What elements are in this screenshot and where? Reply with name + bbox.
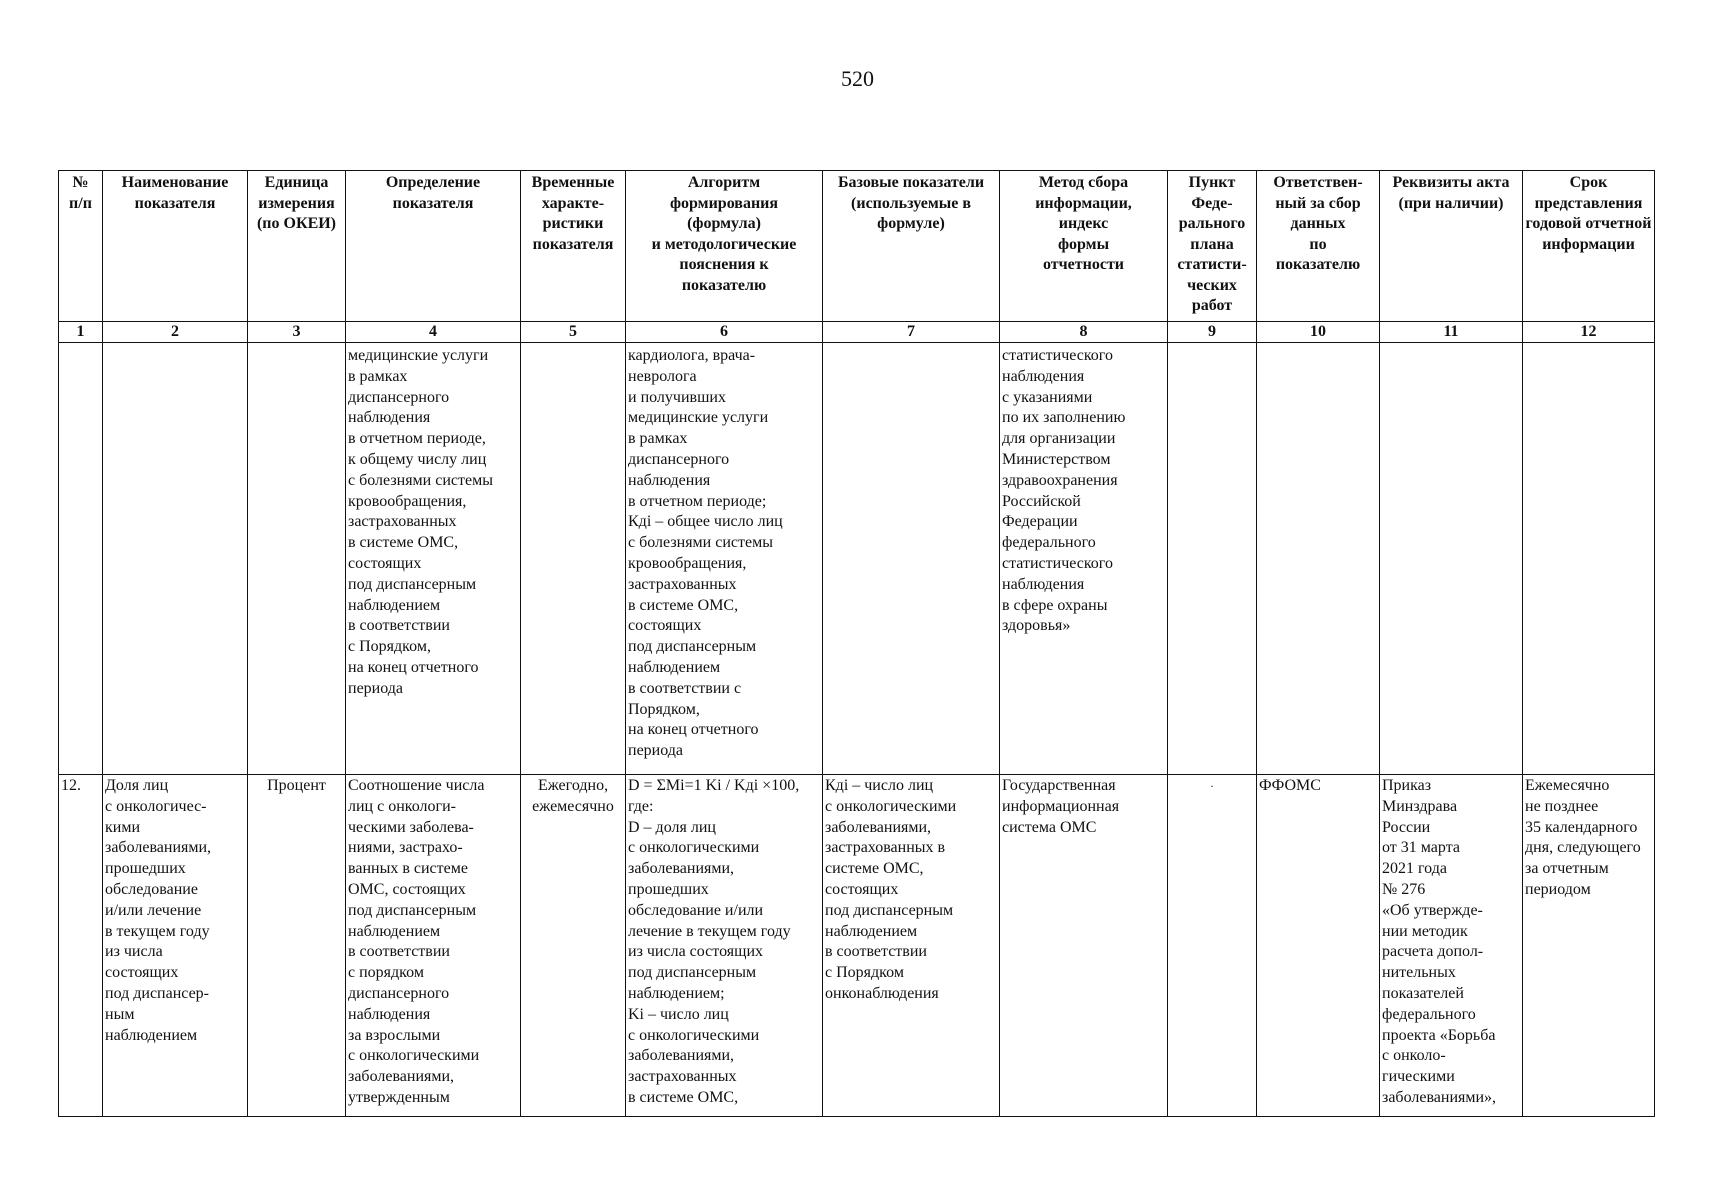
column-number: 5 (521, 322, 626, 343)
cell-line: формирования (669, 194, 779, 212)
cell-algorithm (626, 343, 823, 775)
cell-line: прошедших (628, 880, 709, 898)
cell-plan-item (1168, 343, 1257, 775)
cell-collection-method (1000, 775, 1168, 1117)
cell-line: застрахованных (348, 513, 457, 531)
cell-line: гическими (1382, 1068, 1455, 1086)
cell-line: информации (1542, 235, 1635, 253)
cell-name (103, 343, 248, 775)
cell-line: наблюдения (1002, 367, 1085, 385)
cell-line: за отчетным (1525, 860, 1609, 878)
table-row-12 (59, 775, 1655, 1117)
cell-time-characteristics (521, 775, 626, 1117)
cell-unit: Процент (248, 775, 346, 1117)
cell-line: не позднее (1525, 797, 1599, 815)
cell-line: измерения (258, 194, 335, 212)
cell-line: в системе ОМС, (628, 596, 739, 614)
cell-line: лиц с онкологи- (348, 797, 456, 815)
cell-line: ным (105, 1005, 135, 1023)
cell-line: системе ОМС, (825, 860, 924, 878)
cell-line: нии методик (1382, 922, 1468, 940)
cell-line: наблюдения (348, 409, 431, 427)
cell-line: состоящих (628, 617, 702, 635)
cell-line: ОМС, состоящих (348, 880, 466, 898)
cell-line: (по ОКЕИ) (256, 215, 337, 232)
cell-line: Минздрава (1382, 797, 1458, 815)
cell-line: наблюдения (628, 471, 711, 489)
cell-line: система ОМС (1002, 818, 1097, 836)
cell-line: диспансерного (348, 984, 450, 1002)
cell-line: формуле) (877, 215, 945, 232)
cell-line: Определение (385, 174, 481, 191)
column-number: 3 (248, 322, 346, 343)
header-cell (248, 171, 346, 322)
cell-line: с Порядком, (348, 638, 431, 656)
cell-definition (346, 343, 521, 775)
column-number: 7 (823, 322, 1000, 343)
cell-line: работ (1191, 297, 1233, 314)
cell-line: Базовые показатели (837, 174, 985, 191)
cell-line: в сфере охраны (1002, 596, 1108, 614)
cell-line: D – доля лиц (628, 818, 716, 836)
cell-line: Реквизиты акта (1392, 174, 1510, 191)
table-row-continuation (59, 343, 1655, 775)
cell-line: показателя (392, 194, 474, 212)
cell-line: в соответствии с (628, 679, 742, 697)
cell-line: ниями, застрахо- (348, 839, 463, 857)
cell-line: в рамках (628, 430, 688, 448)
cell-line: диспансерного (348, 388, 450, 406)
cell-line: показателей (1382, 984, 1464, 1002)
column-number: 9 (1168, 322, 1257, 343)
cell-line: нительных (1382, 964, 1456, 982)
cell-line: медицинские услуги (628, 409, 769, 427)
cell-line: наблюдением (348, 596, 441, 614)
cell-line: статисти- (1177, 256, 1247, 273)
cell-line: под диспансерным (825, 901, 954, 919)
cell-line: к общему числу лиц (348, 450, 487, 468)
header-cell (1257, 171, 1380, 322)
cell-line: Метод сбора (1038, 174, 1129, 191)
cell-line: федерального (1382, 1005, 1476, 1023)
cell-line: ристики (542, 215, 604, 232)
header-cell (1168, 171, 1257, 322)
cell-line: статистического (1002, 347, 1113, 364)
cell-line: застрахованных (628, 575, 737, 593)
cell-act-details (1380, 775, 1523, 1117)
cell-line: отчетности (1042, 256, 1125, 273)
cell-line: показателя (532, 235, 614, 253)
cell-deadline (1523, 343, 1655, 775)
cell-line: России (1382, 818, 1431, 836)
cell-algorithm (626, 775, 823, 1117)
cell-line: в соответствии (825, 943, 927, 961)
cell-line: дня, следующего (1525, 839, 1641, 857)
cell-base-indicators (823, 775, 1000, 1117)
column-number-row (59, 322, 1655, 343)
cell-line: с указаниями (1002, 388, 1093, 406)
cell-line: кровообращения, (348, 492, 467, 510)
cell-line: ванных в системе (348, 860, 468, 878)
cell-line: (используемые в (851, 194, 971, 212)
cell-line: по (1309, 235, 1327, 253)
cell-line: в соответствии (348, 617, 450, 635)
cell-line: (при наличии) (1398, 194, 1504, 212)
cell-line: Соотношение числа (348, 777, 485, 794)
cell-line: здравоохранения (1002, 471, 1118, 489)
cell-line: где: (628, 797, 654, 815)
cell-line: Наименование (121, 174, 229, 191)
cell-responsible: ФФОМС (1257, 775, 1380, 1117)
cell-line: Пункт (1188, 174, 1236, 191)
cell-line: Российской (1002, 492, 1081, 510)
cell-line: представления (1534, 194, 1643, 212)
cell-line: федерального (1002, 534, 1096, 552)
cell-line: характе- (541, 194, 605, 212)
cell-line: показателя (134, 194, 216, 212)
cell-number: 12. (59, 775, 103, 1117)
header-cell (59, 171, 103, 322)
cell-line: статистического (1002, 554, 1113, 572)
cell-line: годовой отчетной (1525, 215, 1652, 232)
cell-line: индекс (1058, 215, 1109, 232)
cell-line: № (72, 174, 89, 191)
cell-line: от 31 марта (1382, 839, 1460, 857)
column-number: 12 (1523, 322, 1655, 343)
cell-line: с болезнями системы (348, 471, 493, 489)
cell-line: (формула) (687, 215, 761, 232)
cell-line: и/или лечение (105, 901, 202, 919)
cell-line: Ответствен- (1273, 174, 1363, 191)
header-cell (346, 171, 521, 322)
cell-line: информационная (1002, 797, 1120, 815)
cell-line: на конец отчетного (628, 721, 759, 739)
cell-deadline (1523, 775, 1655, 1117)
cell-base-indicators (823, 343, 1000, 775)
column-number: 6 (626, 322, 823, 343)
cell-line: формы (1057, 235, 1110, 253)
cell-line: периода (628, 742, 684, 760)
cell-line: Доля лиц (105, 777, 169, 794)
cell-line: в текущем году (105, 922, 210, 940)
cell-line: проекта «Борьба (1382, 1026, 1496, 1044)
cell-line: «Об утвержде- (1382, 901, 1483, 919)
cell-line: лечение в текущем году (628, 922, 791, 940)
cell-definition (346, 775, 521, 1117)
cell-line: Федерации (1002, 513, 1078, 531)
cell-line: Срок (1569, 174, 1608, 191)
cell-line: с онкологическими (628, 1026, 760, 1044)
cell-line: п/п (69, 194, 92, 212)
cell-line: застрахованных (628, 1068, 737, 1086)
cell-line: прошедших (105, 860, 186, 878)
column-number: 2 (103, 322, 248, 343)
cell-line: заболеваниями, (105, 839, 212, 857)
cell-line: в рамках (348, 367, 408, 385)
cell-line: заболеваниями, (825, 818, 932, 836)
header-cell (1000, 171, 1168, 322)
cell-line: и методологические (651, 235, 797, 253)
column-number: 11 (1380, 322, 1523, 343)
cell-line: в соответствии (348, 943, 450, 961)
cell-line: показателю (1275, 256, 1361, 273)
cell-line: Ежегодно, (537, 777, 609, 794)
indicators-table-container (58, 170, 1655, 1117)
cell-line: ческих (1187, 276, 1237, 294)
cell-line: Кдi – общее число лиц (628, 513, 783, 531)
cell-line: Порядком, (628, 700, 700, 718)
cell-line: состоящих (348, 554, 422, 572)
cell-line: невролога (628, 367, 697, 385)
cell-line: с онколо- (1382, 1047, 1446, 1065)
cell-line: Алгоритм (687, 174, 761, 191)
cell-line: наблюдением (348, 922, 441, 940)
column-number: 4 (346, 322, 521, 343)
cell-line: Кдi – число лиц (825, 777, 934, 794)
cell-line: и получивших (628, 388, 726, 406)
cell-line: наблюдением (825, 922, 918, 940)
cell-line: Ежемесячно (1525, 777, 1610, 794)
indicators-table (58, 170, 1655, 1117)
cell-line: состоящих (825, 880, 899, 898)
cell-line: ный за сбор (1275, 194, 1361, 212)
cell-line: плана (1190, 235, 1234, 253)
cell-line: с онкологическими (628, 839, 760, 857)
cell-line: Министерством (1002, 450, 1111, 468)
header-cell (626, 171, 823, 322)
cell-responsible (1257, 343, 1380, 775)
cell-line: из числа (105, 943, 163, 961)
cell-line: под диспансер- (105, 984, 209, 1002)
cell-line: в системе ОМС, (348, 534, 459, 552)
cell-line: № 276 (1382, 880, 1426, 898)
column-number: 8 (1000, 322, 1168, 343)
cell-line: застрахованных в (825, 839, 946, 857)
cell-line: по их заполнению (1002, 409, 1126, 427)
cell-line: 35 календарного (1525, 818, 1638, 836)
cell-line: заболеваниями, (628, 1047, 735, 1065)
header-cell (521, 171, 626, 322)
cell-collection-method (1000, 343, 1168, 775)
header-cell (823, 171, 1000, 322)
cell-line: показателю (681, 276, 767, 294)
cell-line: периодом (1525, 880, 1591, 898)
cell-number (59, 343, 103, 775)
cell-line: наблюдения (1002, 575, 1085, 593)
plan-item-mark: · (1210, 779, 1214, 793)
cell-name (103, 775, 248, 1117)
cell-line: с Порядком (825, 964, 904, 982)
cell-line: Временные (531, 174, 615, 191)
cell-line: информации, (1035, 194, 1132, 212)
cell-line: онконаблюдения (825, 984, 939, 1002)
cell-time-characteristics (521, 343, 626, 775)
cell-line: кими (105, 818, 141, 836)
cell-line: для организации (1002, 430, 1116, 448)
cell-line: наблюдением; (628, 984, 725, 1002)
cell-line: 2021 года (1382, 860, 1447, 878)
cell-line: D = ΣMi=1 Ki / Kдi ×100, (628, 777, 800, 794)
cell-line: Государственная (1002, 777, 1116, 794)
cell-line: здоровья» (1002, 617, 1071, 635)
cell-line: расчета допол- (1382, 943, 1484, 961)
cell-line: с онкологичес- (105, 797, 207, 815)
cell-plan-item (1168, 775, 1257, 1117)
cell-line: под диспансерным (628, 964, 757, 982)
page-number: 520 (841, 66, 874, 91)
cell-line: кровообращения, (628, 554, 747, 572)
cell-line: Единица (264, 174, 329, 191)
cell-line: Феде- (1191, 194, 1233, 212)
cell-line: периода (348, 679, 404, 697)
cell-line: за взрослыми (348, 1026, 441, 1044)
header-cell (1380, 171, 1523, 322)
cell-line: медицинские услуги (348, 347, 489, 364)
cell-line: состоящих (105, 964, 179, 982)
cell-line: наблюдением (628, 658, 721, 676)
cell-line: под диспансерным (348, 901, 477, 919)
cell-line: кардиолога, врача- (628, 347, 756, 364)
cell-line: наблюдения (348, 1005, 431, 1023)
cell-line: в системе ОМС, (628, 1088, 739, 1106)
cell-line: Ki – число лиц (628, 1005, 729, 1023)
cell-unit (248, 343, 346, 775)
header-cell (103, 171, 248, 322)
cell-line: заболеваниями», (1382, 1088, 1497, 1106)
cell-line: с онкологическими (348, 1047, 480, 1065)
cell-line: под диспансерным (348, 575, 477, 593)
cell-line: на конец отчетного (348, 658, 479, 676)
cell-line: с болезнями системы (628, 534, 773, 552)
cell-act-details (1380, 343, 1523, 775)
cell-line: обследование (105, 880, 198, 898)
cell-line: данных (1290, 215, 1346, 232)
cell-line: в отчетном периоде; (628, 492, 767, 510)
cell-line: с порядком (348, 964, 424, 982)
cell-line: с онкологическими (825, 797, 957, 815)
cell-line: ежемесячно (532, 797, 614, 815)
cell-line: утвержденным (348, 1088, 450, 1106)
cell-line: под диспансерным (628, 638, 757, 656)
cell-line: заболеваниями, (628, 860, 735, 878)
header-cell (1523, 171, 1655, 322)
cell-line: Приказ (1382, 777, 1432, 794)
cell-line: рального (1178, 215, 1246, 232)
cell-line: обследование и/или (628, 901, 764, 919)
cell-line: наблюдением (105, 1026, 198, 1044)
cell-line: в отчетном периоде, (348, 430, 486, 448)
cell-line: диспансерного (628, 450, 730, 468)
cell-line: пояснения к (679, 256, 769, 273)
cell-line: заболеваниями, (348, 1068, 455, 1086)
cell-line: из числа состоящих (628, 943, 763, 961)
cell-line: ческими заболева- (348, 818, 474, 836)
column-number: 1 (59, 322, 103, 343)
header-row (59, 171, 1655, 322)
column-number: 10 (1257, 322, 1380, 343)
